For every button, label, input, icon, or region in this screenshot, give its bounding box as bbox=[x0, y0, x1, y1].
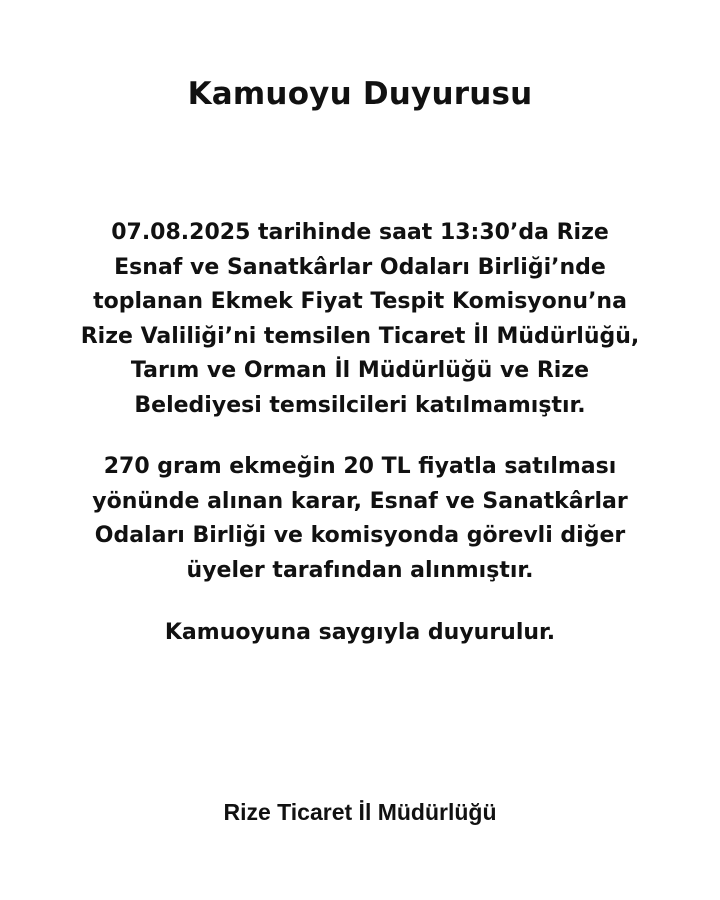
paragraph-meeting-attendance bbox=[40, 216, 680, 423]
paragraph-line: 270 gram ekmeğin 20 TL fiyatla satılması bbox=[103, 454, 617, 479]
paragraph-bread-price-decision bbox=[40, 450, 680, 588]
paragraph-line: Rize Valiliği’ni temsilen Ticaret İl Müdürlüğü, bbox=[80, 323, 640, 349]
paragraph-line: yönünde alınan karar, Esnaf ve Sanatkârlar bbox=[92, 488, 628, 514]
paragraph-line: Odaları Birliği ve komisyonda görevli diğer bbox=[94, 523, 626, 548]
paragraph-closing bbox=[40, 616, 680, 651]
paragraph-line: toplanan Ekmek Fiyat Tespit Komisyonu’na bbox=[93, 289, 627, 314]
announcement-title: Kamuoyu Duyurusu bbox=[187, 76, 533, 112]
paragraph-line: Esnaf ve Sanatkârlar Odaları Birliği’nde bbox=[114, 254, 606, 280]
signature-issuer: Rize Ticaret İl Müdürlüğü bbox=[223, 799, 497, 825]
paragraph-line: Kamuoyuna saygıyla duyurulur. bbox=[164, 620, 556, 645]
paragraph-line: üyeler tarafından alınmıştır. bbox=[186, 557, 534, 583]
paragraph-line: 07.08.2025 tarihinde saat 13:30’da Rize bbox=[111, 220, 609, 245]
paragraph-line: Tarım ve Orman İl Müdürlüğü ve Rize bbox=[130, 358, 590, 383]
paragraph-line: Belediyesi temsilcileri katılmamıştır. bbox=[134, 392, 586, 418]
